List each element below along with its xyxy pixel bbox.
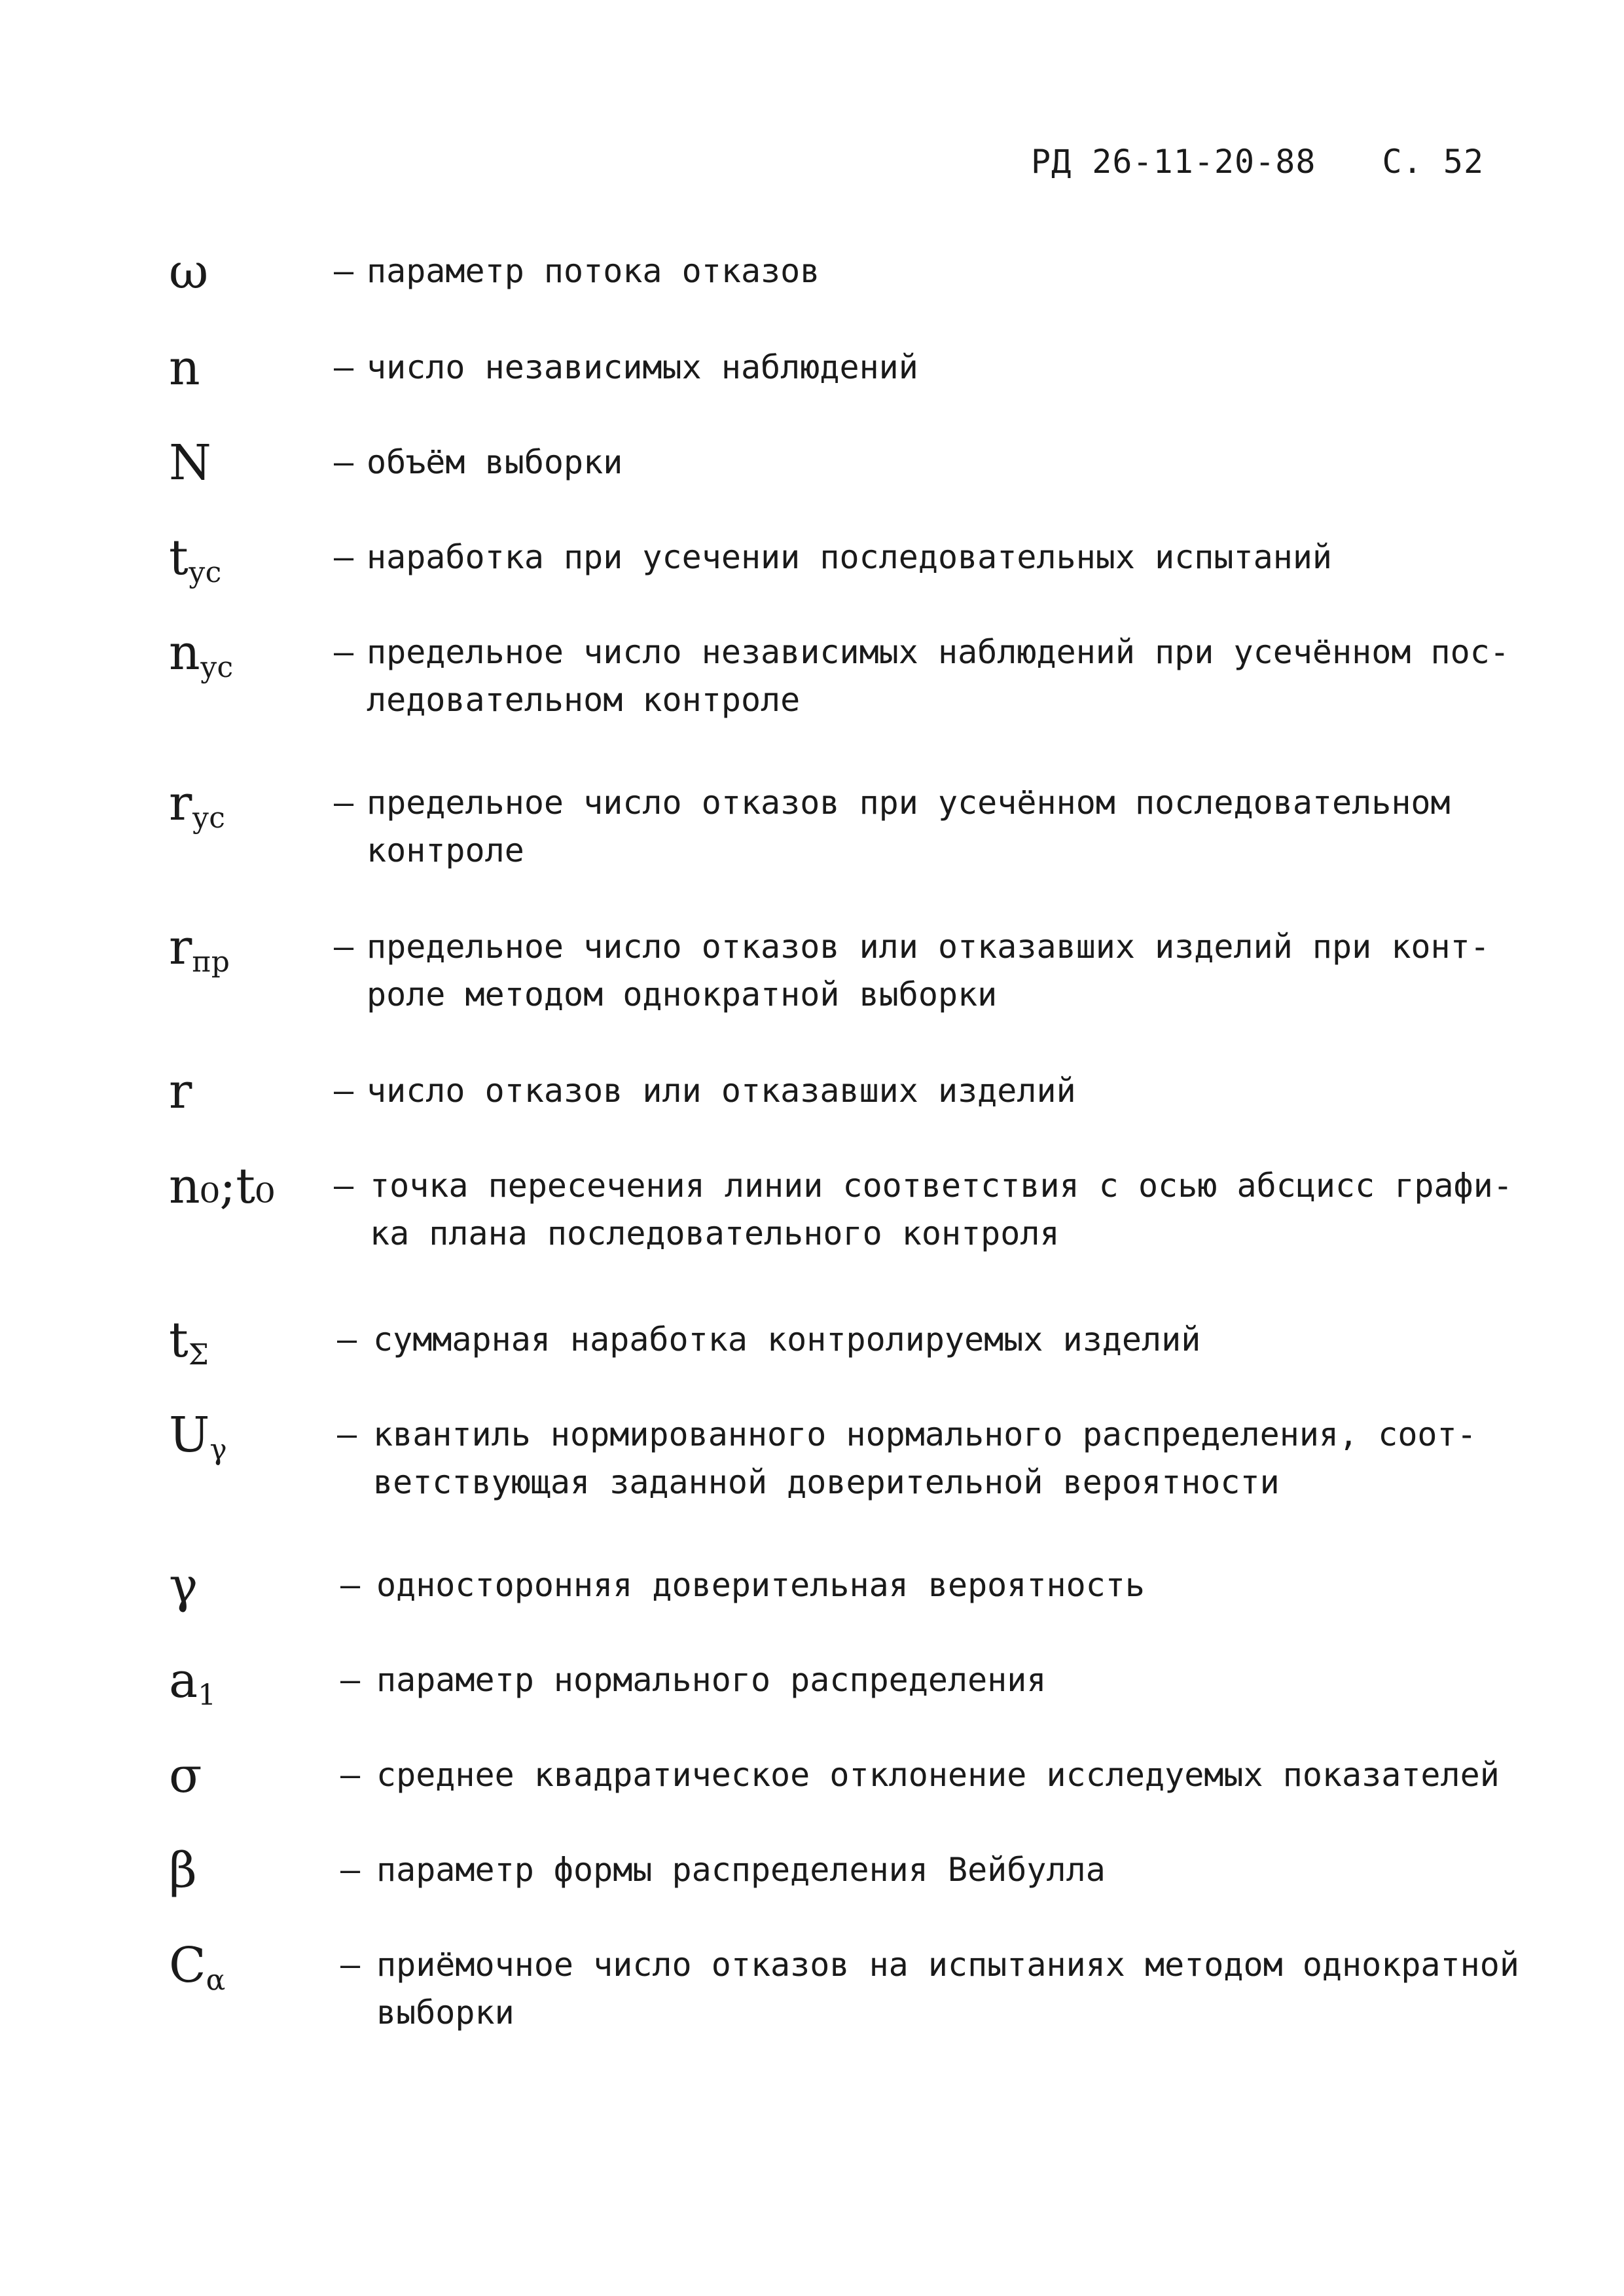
notation-description [376,1751,1500,1799]
description-line: параметр формы распределения Вейбулла [376,1851,1106,1889]
description-line: предельное число независимых наблюдений при усечённом пос- [367,633,1509,671]
symbol-subscript: пр [192,945,230,979]
notation-symbol [169,1063,192,1120]
description-line: объём выборки [367,443,623,481]
description-line: предельное число отказов или отказавших изделий при конт- [367,928,1490,966]
symbol-base: ω [169,244,209,300]
symbol-subscript: ус [188,556,222,589]
symbol-subscript: γ [209,1433,227,1467]
symbol-base: r [169,1063,192,1120]
dash-separator: – [334,538,354,576]
notation-symbol [169,625,234,684]
description-line: число независимых наблюдений [367,348,918,386]
notation-symbol [169,340,200,396]
notation-description [376,1656,1047,1704]
symbol-base: N [169,435,211,491]
notation-description [376,1561,1145,1609]
symbol-base: t [169,1312,189,1368]
notation-symbol [169,1158,275,1214]
notation-description [367,439,623,486]
symbol-base: a [169,1652,198,1709]
symbol-base: U [169,1407,210,1463]
notation-description [367,779,1451,875]
notation-description [373,1411,1477,1506]
notation-description [367,344,918,392]
description-line: ветствующая заданной доверительной вероятности [373,1463,1280,1501]
symbol-base: n₀;t₀ [169,1158,275,1214]
notation-description [367,1067,1076,1115]
dash-separator: – [334,1072,354,1110]
notation-symbol [169,919,230,979]
symbol-base: n [169,625,200,681]
page-header [1031,143,1484,181]
description-line: ледовательном контроле [367,681,801,719]
notation-description [367,629,1509,724]
symbol-subscript: ус [200,651,234,684]
symbol-subscript: Σ [188,1338,209,1372]
dash-separator: – [334,443,354,481]
notation-description [367,247,820,295]
description-line: наработка при усечении последовательных испытаний [367,538,1333,576]
dash-separator: – [337,1415,357,1453]
dash-separator: – [334,633,354,671]
dash-separator: – [340,1851,361,1889]
symbol-base: γ [169,1558,198,1614]
notation-description [376,1941,1519,2037]
symbol-base: β [169,1842,197,1899]
description-line: параметр потока отказов [367,252,820,290]
dash-separator: – [337,1321,357,1358]
symbol-base: σ [169,1747,202,1804]
notation-symbol [169,1652,217,1712]
description-line: роле методом однократной выборки [367,975,998,1013]
dash-separator: – [334,784,354,822]
description-line: приёмочное число отказов на испытаниях методом однократной [376,1946,1519,1984]
description-line: среднее квадратическое отклонение исследуемых показателей [376,1756,1500,1794]
notation-description [370,1162,1513,1258]
symbol-base: r [169,919,192,975]
description-line: точка пересечения линии соответствия с осью абсцисс графи- [370,1167,1513,1205]
dash-separator: – [334,348,354,386]
symbol-base: t [169,530,189,586]
dash-separator: – [334,1167,354,1205]
notation-description [373,1316,1200,1364]
description-line: выборки [376,1994,514,2032]
notation-description [376,1846,1106,1894]
description-line: односторонняя доверительная вероятность [376,1566,1145,1604]
notation-symbol [169,1407,227,1467]
notation-symbol [169,1747,202,1804]
symbol-base: r [169,775,192,831]
dash-separator: – [334,252,354,290]
notation-symbol [169,244,209,300]
description-line: контроле [367,831,524,869]
dash-separator: – [340,1661,361,1699]
page-number: С. 52 [1382,143,1485,181]
notation-symbol [169,775,225,835]
notation-symbol [169,1312,209,1372]
notation-symbol [169,1937,226,1997]
dash-separator: – [340,1566,361,1604]
document-code: РД 26-11-20-88 [1031,143,1316,181]
notation-symbol [169,1842,197,1899]
notation-symbol [169,435,211,491]
symbol-base: C [169,1937,206,1994]
symbol-base: n [169,340,200,396]
description-line: предельное число отказов при усечённом последовательном [367,784,1451,822]
dash-separator: – [334,928,354,966]
symbol-subscript: α [206,1963,226,1997]
dash-separator: – [340,1946,361,1984]
symbol-subscript: ус [192,801,225,835]
description-line: число отказов или отказавших изделий [367,1072,1076,1110]
dash-separator: – [340,1756,361,1794]
symbol-subscript: 1 [198,1679,217,1712]
notation-symbol [169,530,222,589]
notation-description [367,923,1490,1019]
description-line: квантиль нормированного нормального распределения, соот- [373,1415,1477,1453]
description-line: параметр нормального распределения [376,1661,1047,1699]
description-line: ка плана последовательного контроля [370,1214,1060,1252]
description-line: суммарная наработка контролируемых изделий [373,1321,1201,1358]
notation-symbol [169,1558,198,1614]
notation-description [367,534,1332,581]
